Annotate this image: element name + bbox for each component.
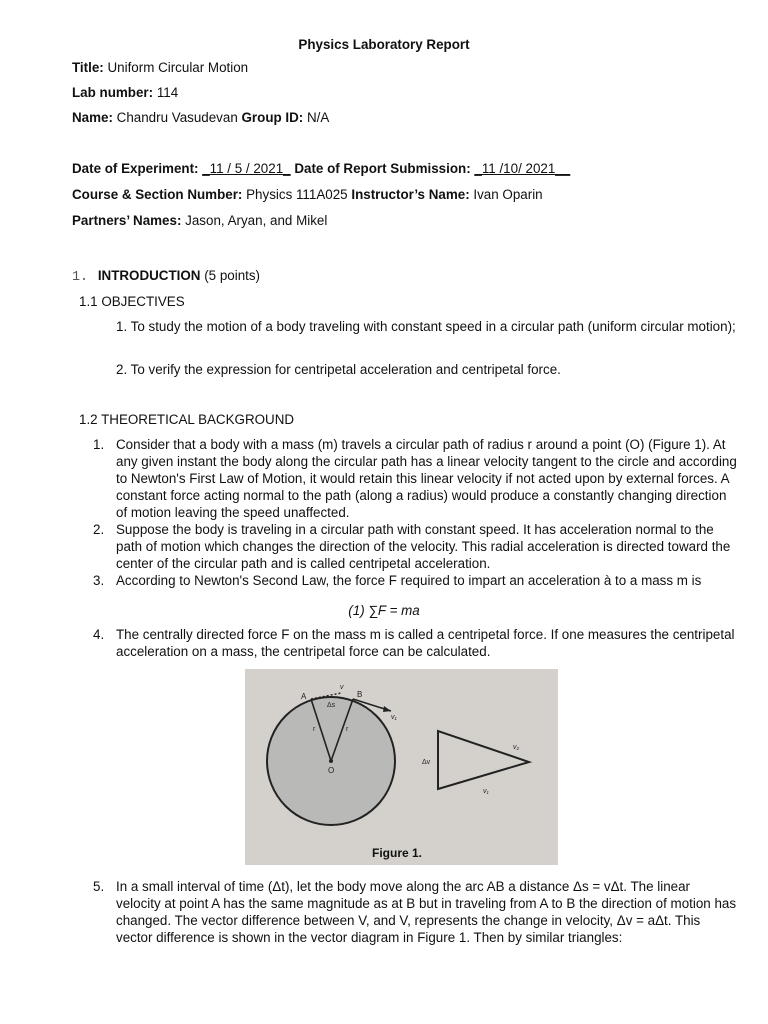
label-b: B (357, 690, 363, 699)
dates-line (72, 160, 570, 177)
course-value: Physics 111A025 (246, 187, 348, 202)
list-number: 5. (93, 879, 105, 894)
list-text: In a small interval of time (Δt), let the body move along the arc AB a distance Δs = vΔt. The linear velocity at point A has the same magnitude as at B but in traveling from A to B the direction of motion has changed. The vector difference between V, and V, represents the change in velocity, Δv = aΔt. This vector difference is shown in the vector diagram in Figure 1. Then by similar triangles: (116, 879, 737, 945)
label-v: v (340, 684, 344, 691)
list-item (93, 572, 738, 589)
figure-1-diagram (245, 669, 558, 865)
report-title: Physics Laboratory Report (298, 37, 470, 52)
intro-title: INTRODUCTION (97, 268, 201, 283)
theory-list-cont (93, 626, 738, 660)
label-dv: Δv (422, 759, 431, 766)
partners-line (72, 212, 327, 229)
theory-list (93, 436, 738, 589)
title-label: Title: (72, 60, 104, 75)
course-line (72, 186, 543, 203)
lab-number-value: 114 (156, 85, 179, 100)
intro-heading (72, 267, 260, 286)
lab-number-label: Lab number: (72, 85, 154, 100)
instructor-label: Instructor’s Name: (351, 187, 470, 202)
velocity-b-arrowhead (383, 706, 391, 712)
label-ds: Δs (327, 702, 336, 709)
objective-2: 2. To verify the expression for centripetal acceleration and centripetal force. (116, 362, 561, 377)
label-a: A (301, 692, 307, 701)
label-v1: v₁ (391, 714, 397, 721)
list-item (93, 436, 738, 521)
list-item (93, 521, 738, 572)
instructor-value: Ivan Oparin (473, 187, 543, 202)
name-value: Chandru Vasudevan (116, 110, 238, 125)
list-text: According to Newton's Second Law, the force F required to impart an acceleration à to a mass m is (116, 573, 702, 588)
list-item (93, 878, 738, 946)
list-number: 3. (93, 573, 105, 588)
partners-label: Partners’ Names: (72, 213, 182, 228)
title-value: Uniform Circular Motion (107, 60, 249, 75)
name-label: Name: (72, 110, 113, 125)
group-id-label: Group ID: (241, 110, 304, 125)
label-r-left: r (313, 726, 316, 733)
list-number: 2. (93, 522, 105, 537)
list-text: The centrally directed force F on the mass m is called a centripetal force. If one measures the centripetal acceleration on a mass, the centripetal force can be calculated. (116, 627, 735, 659)
lab-number-line (72, 84, 178, 101)
figure-caption: Figure 1. (372, 846, 423, 860)
partners-value: Jason, Aryan, and Mikel (185, 213, 328, 228)
figure-1-image (245, 669, 558, 865)
intro-points: (5 points) (204, 268, 261, 283)
list-item (93, 626, 738, 660)
list-number: 4. (93, 627, 105, 642)
group-id-value: N/A (307, 110, 330, 125)
objectives-heading: 1.1 OBJECTIVES (79, 294, 185, 309)
list-text: Consider that a body with a mass (m) travels a circular path of radius r around a point (O) (Figure 1). At any given instant the body along the circular path has a linear velocity tangent to the circle and according to Newton's First Law of Motion, it would retain this linear velocity if not acted upon by external forces. A constant force acting normal to the path (along a radius) would produce a constantly changing direction of motion leaving the speed unaffected. (116, 437, 737, 520)
list-text: Suppose the body is traveling in a circular path with constant speed. It has acceleration normal to the path of motion which changes the direction of the velocity. This radial acceleration is directed toward the center of the circular path and is called centripetal acceleration. (116, 522, 731, 571)
course-label: Course & Section Number: (72, 187, 243, 202)
date-of-experiment-value: _11 / 5 / 2021_ (202, 161, 291, 176)
label-v2: v₂ (513, 744, 520, 751)
equation: (1) ∑F = ma (348, 603, 420, 618)
intro-number: 1. (72, 270, 89, 285)
label-v1-triangle: v₁ (483, 788, 489, 795)
date-of-experiment-label: Date of Experiment: (72, 161, 199, 176)
date-of-submission-value: _11 /10/ 2021__ (474, 161, 571, 176)
theory-list-cont-2 (93, 878, 738, 946)
objective-1: 1. To study the motion of a body traveling with constant speed in a circular path (uniform circular motion); (116, 319, 736, 334)
center-point (329, 759, 333, 763)
title-line (72, 59, 248, 76)
label-r-right: r (346, 726, 349, 733)
name-line (72, 109, 329, 126)
theory-heading: 1.2 THEORETICAL BACKGROUND (79, 412, 295, 427)
list-number: 1. (93, 437, 105, 452)
date-of-submission-label: Date of Report Submission: (294, 161, 471, 176)
label-o: O (328, 766, 335, 775)
vector-triangle (438, 731, 529, 789)
